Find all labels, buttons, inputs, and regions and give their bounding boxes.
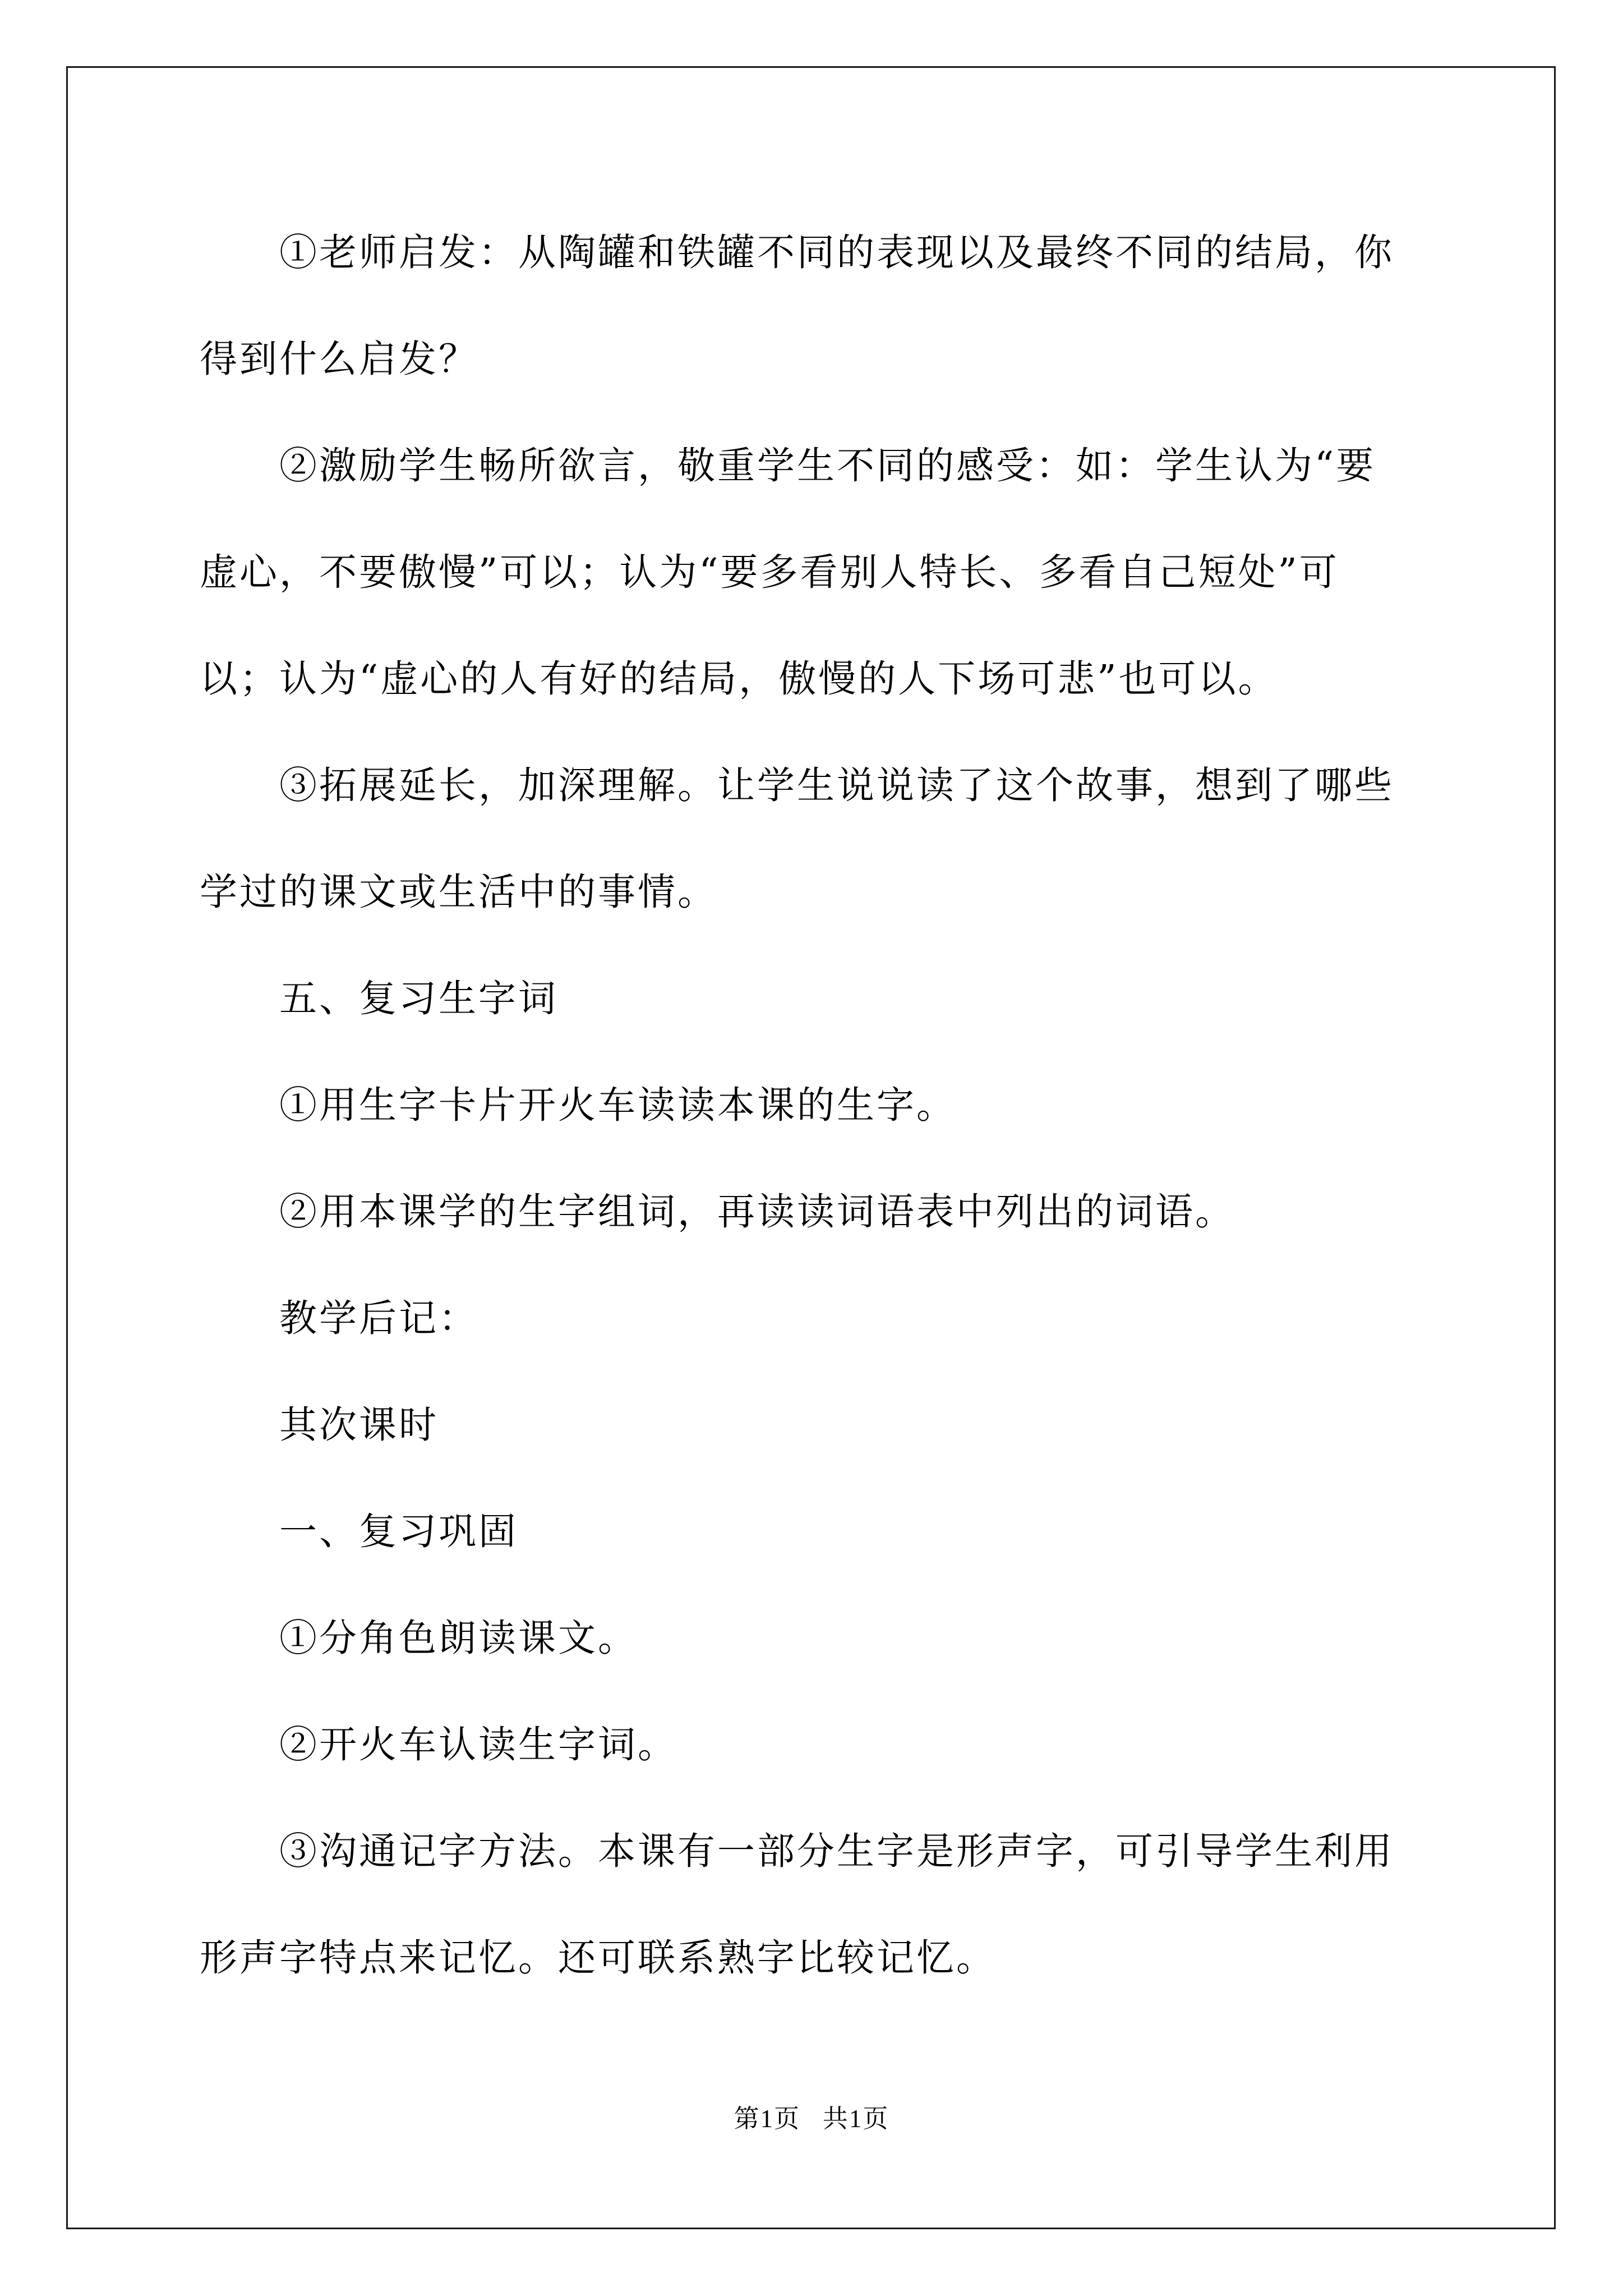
paragraph: [200, 1691, 1433, 1798]
paragraph: [200, 1798, 1433, 2011]
paragraph: [200, 732, 1433, 945]
text-line: ①分角色朗读课文。: [279, 1616, 638, 1660]
text-line: ②用本课学的生字组词，再读读词语表中列出的词语。: [279, 1190, 1235, 1234]
paragraph: [200, 1265, 1433, 1372]
paragraph: [200, 199, 1433, 412]
paragraph: [200, 1158, 1433, 1265]
text-line: ②开火车认读生字词。: [279, 1723, 677, 1766]
paragraph: [200, 412, 1433, 732]
paragraph: [200, 1585, 1433, 1691]
text-line: 形声字特点来记忆。还可联系熟字比较记忆。: [200, 1936, 996, 1980]
page-footer: 第1页 共1页: [734, 2105, 889, 2133]
text-line: ①用生字卡片开火车读读本课的生字。: [279, 1083, 956, 1127]
text-line: 其次课时: [279, 1403, 439, 1447]
text-line: ①老师启发：从陶罐和铁罐不同的表现以及最终不同的结局，你: [279, 231, 1394, 274]
text-line: 学过的课文或生活中的事情。: [200, 870, 717, 914]
text-line: 虚心，不要傲慢”可以；认为“要多看别人特长、多看自己短处”可: [200, 550, 1339, 594]
text-line: ③沟通记字方法。本课有一部分生字是形声字，可引导学生利用: [279, 1829, 1394, 1873]
section-heading: [200, 945, 1433, 1052]
paragraph: [200, 1052, 1433, 1158]
text-line: 一、复习巩固: [279, 1510, 518, 1553]
text-line: ②激励学生畅所欲言，敬重学生不同的感受：如：学生认为“要: [279, 444, 1376, 487]
text-line: 得到什么启发？: [200, 337, 478, 381]
text-line: 教学后记：: [279, 1296, 478, 1340]
section-heading: [200, 1372, 1433, 1478]
text-line: 以；认为“虚心的人有好的结局，傲慢的人下场可悲”也可以。: [200, 657, 1278, 701]
text-line: 五、复习生字词: [279, 977, 558, 1020]
text-line: ③拓展延长，加深理解。让学生说说读了这个故事，想到了哪些: [279, 763, 1394, 807]
section-heading: [200, 1478, 1433, 1585]
